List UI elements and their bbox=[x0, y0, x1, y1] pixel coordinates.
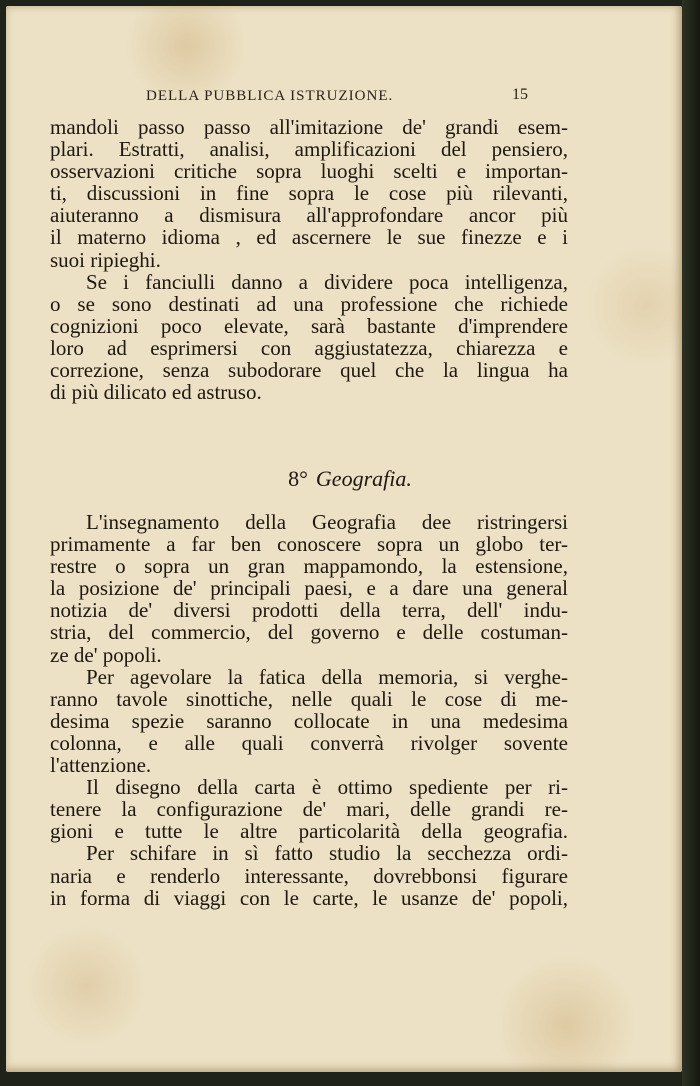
text-line: il materno idioma , ed ascernere le sue finezze e i bbox=[50, 225, 568, 250]
section-heading bbox=[0, 466, 700, 492]
text-line: colonna, e alle quali converrà rivolger sovente bbox=[50, 730, 568, 755]
text-line: di più dilicato ed astruso. bbox=[50, 380, 262, 405]
text-line: L'insegnamento della Geografia dee ristringersi bbox=[86, 510, 568, 534]
text-line: cognizioni poco elevate, sarà bastante d'imprendere bbox=[50, 313, 568, 338]
page-number: 15 bbox=[512, 86, 528, 103]
text-line: notizia de' diversi prodotti della terra, dell' indu- bbox=[50, 598, 568, 623]
text-line: primamente a far ben conoscere sopra un globo ter- bbox=[50, 532, 568, 557]
text-line: osservazioni critiche sopra luoghi scelti e importan- bbox=[50, 159, 568, 184]
text-block-geography bbox=[50, 511, 568, 909]
text-line: loro ad esprimersi con aggiustatezza, chiarezza e bbox=[50, 335, 568, 360]
running-title: DELLA PUBBLICA ISTRUZIONE. bbox=[146, 88, 394, 104]
text-line: mandoli passo passo all'imitazione de' grandi esem- bbox=[50, 115, 568, 139]
text-line: gioni e tutte le altre particolarità della geografia. bbox=[50, 819, 568, 844]
text-line: l'attenzione. bbox=[50, 753, 152, 778]
section-title: Geografia. bbox=[315, 466, 412, 491]
text-line: Per agevolare la fatica della memoria, si verghe- bbox=[86, 664, 568, 689]
text-line: ze de' popoli. bbox=[50, 642, 162, 667]
text-line: aiuteranno a dismisura all'approfondare ancor più bbox=[50, 203, 568, 228]
text-block-language bbox=[50, 116, 568, 403]
text-line: suoi ripieghi. bbox=[50, 247, 161, 272]
text-line: in forma di viaggi con le carte, le usanze de' popoli, bbox=[50, 885, 568, 910]
book-binding-edge bbox=[682, 0, 700, 1086]
text-line: stria, del commercio, del governo e delle costuman- bbox=[50, 620, 568, 645]
text-line: Se i fanciulli danno a dividere poca intelligenza, bbox=[86, 269, 568, 294]
text-line: Per schifare in sì fatto studio la secchezza ordi- bbox=[86, 841, 568, 866]
text-line: ti, discussioni in fine sopra le cose più rilevanti, bbox=[50, 181, 568, 206]
text-line: ranno tavole sinottiche, nelle quali le cose di me- bbox=[50, 686, 568, 711]
text-line: desima spezie saranno collocate in una medesima bbox=[50, 708, 568, 733]
text-line: la posizione de' principali paesi, e a dare una general bbox=[50, 576, 568, 601]
text-line: Il disegno della carta è ottimo spediente per ri- bbox=[86, 775, 568, 800]
text-line: o se sono destinati ad una professione che richiede bbox=[50, 291, 568, 316]
text-line: correzione, senza subodorare quel che la lingua ha bbox=[50, 358, 568, 383]
text-line: tenere la configurazione de' mari, delle grandi re- bbox=[50, 797, 568, 822]
text-line: plari. Estratti, analisi, amplificazioni del pensiero, bbox=[50, 137, 568, 162]
text-line: naria e renderlo interessante, dovrebbonsi figurare bbox=[50, 863, 568, 888]
text-line: restre o sopra un gran mappamondo, la estensione, bbox=[50, 554, 568, 579]
section-number: 8° bbox=[288, 466, 308, 491]
